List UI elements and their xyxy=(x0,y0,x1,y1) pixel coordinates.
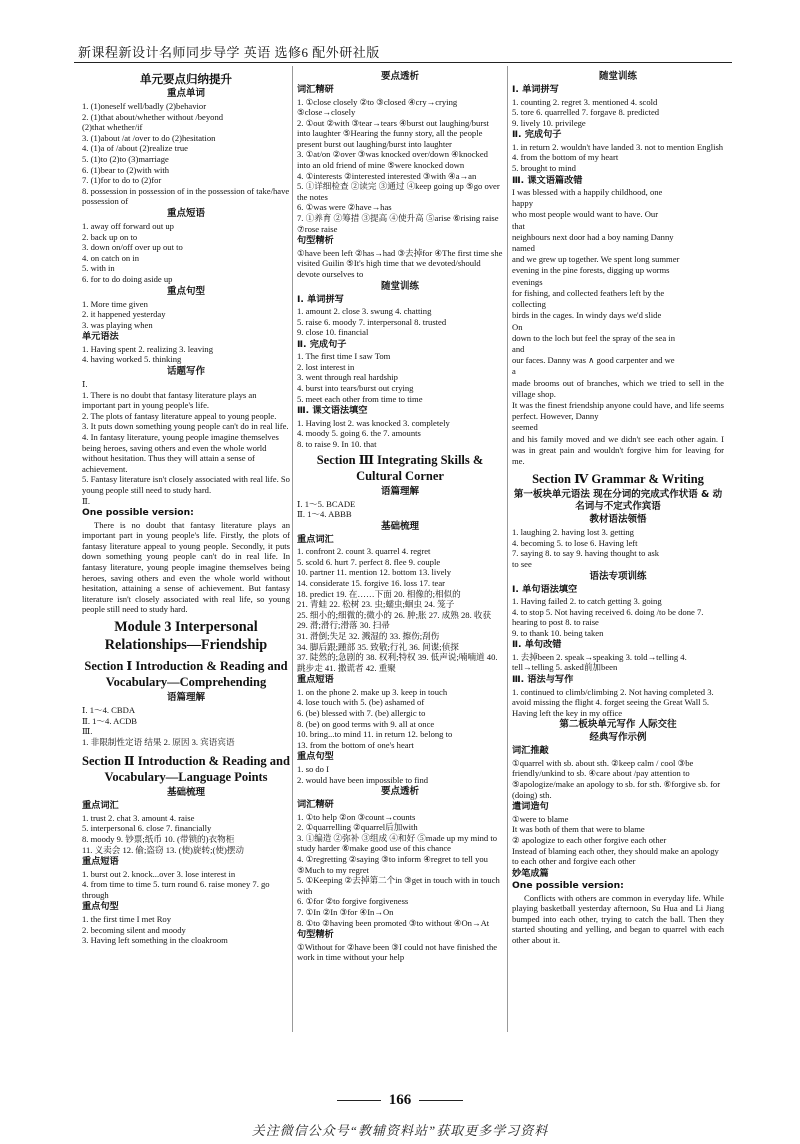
list-item: On xyxy=(512,321,523,332)
list-item: 7. ①In ②In ③for ④In→On xyxy=(297,906,394,917)
list-item: that xyxy=(512,220,525,231)
list-item: 6. (be) blessed with 7. (be) allergic to xyxy=(297,708,426,719)
list-item: 1. amount 2. close 3. swung 4. chatting xyxy=(297,306,432,316)
writing-example-subtitle: 经典写作示例 xyxy=(589,732,647,744)
list-item: 1. Having lost 2. was knocked 3. completely xyxy=(297,417,450,428)
list-item: 1. (1)oneself well/badly (2)behavior xyxy=(82,101,207,111)
heading-spelling: Ⅰ. 单词拼写 xyxy=(297,293,344,305)
list-item: 9. lively 10. privilege xyxy=(512,117,586,128)
heading-key-sentences: 重点句型 xyxy=(166,285,205,297)
list-item: down to the loch but feel the spray of the sea in xyxy=(512,332,675,343)
list-item: 4. lose touch with 5. (be) ashamed of xyxy=(297,697,425,708)
list-item: 4. ①interests ②interested interested ③with ④a→an xyxy=(297,170,477,181)
list-item: 1. laughing 2. having lost 3. getting xyxy=(512,527,634,538)
heading-spelling-3: Ⅰ. 单词拼写 xyxy=(512,84,559,95)
list-item: 6. ①was were ②have→has xyxy=(297,202,392,213)
heading-topic-writing: 话题写作 xyxy=(166,365,205,377)
list-item: ② apologize to each other forgive each other xyxy=(512,834,667,845)
list-item: 4. becoming 5. to lose 6. Having left xyxy=(512,537,638,548)
sentence-building-list xyxy=(512,814,724,867)
column-left xyxy=(82,70,290,946)
list-item: 5. interpersonal 6. close 7. financially xyxy=(82,823,212,834)
list-item: named xyxy=(512,243,535,254)
list-item: 1. continued to climb/climbing 2. Not having completed 3. avoid missing the flight 4. forget seeing the Great Wall 5. Having left the key in my office xyxy=(512,686,714,718)
list-item: and xyxy=(512,343,525,354)
board-two-title: 第二板块单元写作 人际交往 xyxy=(559,719,677,731)
list-item: Ⅱ. 1～4. ABBB xyxy=(297,509,352,520)
list-item: 5. raise 6. moody 7. interpersonal 8. trusted xyxy=(297,316,447,327)
key-points-title: 要点透析 xyxy=(380,71,419,82)
heading-cloze: Ⅲ. 课文语法填空 xyxy=(297,405,368,417)
list-item: 3. down on/off over up out to xyxy=(82,242,183,253)
list-item: 4. In fantasy literature, young people imagine themselves being heroes, saving others and even the whole world without hesitation. Thus they will attain a sense of achievement. xyxy=(82,431,279,474)
list-item: 2. would have been impossible to find xyxy=(297,774,429,785)
heading-complete-3: Ⅱ. 完成句子 xyxy=(512,129,562,141)
list-item: 9. to thank 10. being taken xyxy=(512,627,604,638)
heading-sentences-3: 重点句型 xyxy=(297,751,334,763)
grammar-list xyxy=(512,527,724,569)
list-item: 5. Fantasy literature isn't closely associated with real life. So young people still need to study hard. xyxy=(82,474,290,495)
one-possible-version-label: One possible version: xyxy=(82,507,194,519)
list-item: 1. burst out 2. knock...over 3. lose interest in xyxy=(82,868,236,879)
list-item: 4. burst into tears/burst out crying xyxy=(297,383,414,394)
section-one-title: Section Ⅰ Introduction & Reading and Vocabulary—Comprehending xyxy=(84,658,288,689)
heading-unit-grammar: 单元语法 xyxy=(82,331,119,343)
list-item: 1. away off forward out up xyxy=(82,220,174,231)
list-item: 5. (1)to (2)to (3)marriage xyxy=(82,153,169,164)
practice-title: 随堂训练 xyxy=(598,71,637,82)
list-item: 3. was playing when xyxy=(82,319,153,330)
list-item: 1. There is no doubt that fantasy literature plays an important part in young people's life. xyxy=(82,389,257,411)
list-item: 10. partner 11. mention 12. bottom 13. lively xyxy=(297,567,452,578)
list-item: 1. 非限制性定语 结果 2. 原因 3. 宾语宾语 xyxy=(82,736,235,747)
list-item: Ⅱ. 1～4. ACDB xyxy=(82,715,138,726)
list-item: Instead of blaming each other, they should make an apology to each other and forgive each other xyxy=(512,845,719,867)
list-item: 1. The first time I saw Tom xyxy=(297,351,391,362)
list-item: 37. 陡然的;急剧的 38. 权利;特权 39. 低声说;喃喃道 40. 跳步走 41. 撒谎者 42. 重聚 xyxy=(297,652,498,673)
header-rule xyxy=(74,62,732,63)
vocab-3-list xyxy=(297,546,503,673)
list-item: birds in the cages. In windy days we'd slide xyxy=(512,310,662,321)
list-item: 5. meet each other from time to time xyxy=(297,393,423,404)
list-item: 7. saying 8. to say 9. having thought to ask xyxy=(512,548,660,559)
list-item: 6. ①for ②to forgive forgiveness xyxy=(297,896,409,907)
list-item: 5. brought to mind xyxy=(512,162,576,173)
list-item: It was both of them that were to blame xyxy=(512,824,645,835)
vocab-study-2-list xyxy=(297,812,503,929)
fill-list xyxy=(512,596,724,638)
heading-sentence-building: 遣词造句 xyxy=(512,801,549,813)
list-item: It was the finest friendship anyone could have, and life seems perfect. However, Danny xyxy=(512,399,724,422)
heading-phrases-2: 重点短语 xyxy=(82,856,119,868)
footer-dash-left xyxy=(337,1100,381,1101)
list-item: evening in the pine forests, digging up worms xyxy=(512,265,670,276)
list-item: 5. scold 6. hurt 7. perfect 8. flee 9. couple xyxy=(297,556,441,567)
list-item: 7. ①养育 ②筹措 ③提高 ④使升高 ⑤arise ⑥rising raise ⑦rose raise xyxy=(297,213,499,234)
section-two-title: Section Ⅱ Introduction & Reading and Vocabulary—Language Points xyxy=(82,754,290,785)
list-item: 2. it happened yesterday xyxy=(82,309,166,320)
list-item: 18. predict 19. 在……下面 20. 相像的;相似的 xyxy=(297,588,461,599)
fix-list xyxy=(512,652,724,673)
page-footer xyxy=(0,1092,800,1109)
list-item: 3. went through real hardship xyxy=(297,372,398,383)
list-item: 34. 脚后跟;踵部 35. 致敬;行礼 36. 间谍;侦探 xyxy=(297,641,459,652)
list-item: ①were to blame xyxy=(512,813,569,824)
roman-one: Ⅰ. xyxy=(82,378,88,389)
complete-list xyxy=(297,351,503,404)
heading-pattern: 句型精析 xyxy=(297,235,334,247)
writing-items-list xyxy=(82,390,290,496)
essay-paragraph: There is no doubt that fantasy literature plays an important part in young people's life. Firstly, the plots of fantasy literature appeal to young people. Secondly, it puts down something young people can't do in real life. In fantasy literature, young people imagine themselves being heroes, saving others and even the whole world without hesitation, attaining a sense of achievement. But fantasy literature isn't closely associated with real life, so young people still need to study hard. xyxy=(82,519,290,615)
list-item: for fishing, and collected feathers left by the xyxy=(512,287,665,298)
complete-3-list xyxy=(512,142,724,174)
list-item: 6. for to do doing aside up xyxy=(82,273,173,284)
list-item: seemed xyxy=(512,422,538,433)
list-item: Ⅲ. xyxy=(82,726,93,737)
list-item: 2. ①quarrelling ②quarrel后加with xyxy=(297,822,418,833)
page-number: 166 xyxy=(388,1092,412,1108)
wechat-note: 关注微信公众号“教辅资料站”获取更多学习资料 xyxy=(251,1123,549,1138)
section-three-subtitle-2: 基础梳理 xyxy=(380,520,419,532)
heading-complete: Ⅱ. 完成句子 xyxy=(297,338,347,350)
list-item: 11. 义卖会 12. 偷;盗窃 13. (使)旋转;(使)摆动 xyxy=(82,844,244,855)
vocab-list xyxy=(82,813,290,855)
heading-vocab-study-2: 词汇精研 xyxy=(297,799,334,811)
list-item: 1. confront 2. count 3. quarrel 4. regret xyxy=(297,546,431,557)
list-item: 2. The plots of fantasy literature appeal to young people. xyxy=(82,410,277,421)
list-item: 4. on catch on in xyxy=(82,252,140,263)
pattern-text: ①have been left ②has→had ③去掉for ④The first time she visited Guilin ⑤It's high time that we devoted/should devote ourselves to xyxy=(297,247,503,279)
list-item: 31. 滑倒;失足 32. 溅湿的 33. 擦伤;刮伤 xyxy=(297,630,440,641)
heading-fix: Ⅱ. 单句改错 xyxy=(512,639,562,651)
list-item: 8. ①to ②having been promoted ③to without ④On→At xyxy=(297,917,490,928)
essay-paragraph-2: Conflicts with others are common in everyday life. While playing basketball yesterday afternoon, Su Hua and Li Jiang bumped into each other, trying to catch the ball. Then they started shouting and yelling, and began to quarrel with each other about it. xyxy=(512,892,724,946)
module-title: Module 3 Interpersonal Relationships—Friendship xyxy=(104,618,268,654)
pattern-2-text: ①Without for ②have been ③I could not have finished the work in time without your help xyxy=(297,941,498,963)
sentences-2-list xyxy=(82,914,290,946)
section-three-subtitle: 语篇理解 xyxy=(380,485,419,497)
key-points-title-2: 要点透析 xyxy=(380,786,419,798)
list-item: 7. (1)for to do to (2)for xyxy=(82,175,162,186)
heading-practice: 随堂训练 xyxy=(380,280,419,292)
list-item: 8. moody 9. 钞票;纸币 10. (带锁的)衣物柜 xyxy=(82,834,235,844)
heading-vocab-3: 重点词汇 xyxy=(297,533,334,545)
list-item: 1. 去掉been 2. speak→speaking 3. told→telling 4. tell→telling 5. asked前加been xyxy=(512,651,687,673)
list-item: 8. to raise 9. In 10. that xyxy=(297,438,377,449)
list-item: 1. so do I xyxy=(297,763,329,774)
list-item: 1. on the phone 2. make up 3. keep in touch xyxy=(297,686,448,697)
footer-dash-right xyxy=(419,1100,463,1101)
list-item: 1. the first time I met Roy xyxy=(82,913,172,924)
list-item: I was blessed with a happily childhood, one xyxy=(512,187,663,198)
list-item: 4. ①regretting ②saying ③to inform ④regret to tell you ⑤Much to my regret xyxy=(297,853,488,875)
list-item: 13. from the bottom of one's heart xyxy=(297,739,414,750)
section-two-subtitle: 基础梳理 xyxy=(166,787,205,799)
heading-key-phrases: 重点短语 xyxy=(166,207,205,219)
unit-grammar-list xyxy=(82,344,290,365)
list-item: to see xyxy=(512,558,532,569)
list-item: 10. bring...to mind 11. in return 12. belong to xyxy=(297,729,453,740)
list-item: 1. Having spent 2. realizing 3. leaving xyxy=(82,343,214,354)
heading-sentences-2: 重点句型 xyxy=(82,901,119,913)
grammar-training-subtitle: 语法专项训练 xyxy=(589,570,647,582)
list-item: 4. to stop 5. Not having received 6. doing /to be done 7. hearing to post 8. to raise xyxy=(512,606,704,628)
correction-passage xyxy=(512,187,724,467)
column-divider-2 xyxy=(507,66,508,1032)
list-item: 4. from time to time 5. turn round 6. raise money 7. go through xyxy=(82,879,270,900)
list-item: (2)that whether/if xyxy=(82,122,143,133)
list-item: 1. ①close closely ②to ③closed ④cry→crying ⑤close→closely xyxy=(297,96,458,118)
list-item: collecting xyxy=(512,299,546,310)
column-middle xyxy=(297,70,503,963)
section-one-subtitle: 语篇理解 xyxy=(166,691,205,703)
list-item: 5. ①Keeping ②去掉第二个in ③get in touch with in touch with xyxy=(297,875,500,896)
key-sentences-list xyxy=(82,299,290,331)
list-item: our faces. Danny was ∧ good carpenter and we xyxy=(512,355,675,366)
grammar-writing-list xyxy=(512,687,724,719)
column-divider-1 xyxy=(292,66,293,1032)
heading-fill: Ⅰ. 单句语法填空 xyxy=(512,583,578,595)
heading-correction: Ⅲ. 课文语篇改错 xyxy=(512,174,583,186)
heading-pattern-2: 句型精析 xyxy=(297,929,334,941)
list-item: 5. tore 6. quarrelled 7. forgave 8. predicted xyxy=(512,107,660,118)
list-item: ①quarrel with sb. about sth. ②keep calm / cool ③be friendly/unkind to sb. ④care about /pay attention to ⑤apologize/make an apology to sb. for sth. ⑥forgive sb. for (doing) sth. xyxy=(512,757,721,800)
vocab-study-list xyxy=(297,97,503,235)
list-item: 3. ①at/on ②over ③was knocked over/down ④knocked into an old friend of mine ⑤were knocked down xyxy=(297,149,488,171)
list-item: 1. counting 2. regret 3. mentioned 4. scold xyxy=(512,96,658,107)
list-item: evenings xyxy=(512,276,543,287)
list-item: 1. Having failed 2. to catch getting 3. going xyxy=(512,596,662,607)
list-item: 1. More time given xyxy=(82,298,148,309)
list-item: 3. ①编造 ②弥补 ③组成 ④和好 ⑤made up my mind to study harder ⑥make good use of this chance xyxy=(297,832,498,854)
list-item: 2. (1)that about/whether without /beyond xyxy=(82,111,224,122)
list-item: 1. in return 2. wouldn't have landed 3. not to mention English 4. from the bottom of my heart xyxy=(512,141,724,163)
list-item: made brooms out of branches, which we tried to sell in the village shop. xyxy=(512,377,724,399)
cloze-list xyxy=(297,418,503,450)
list-item: 3. Having left something in the cloakroom xyxy=(82,935,228,946)
heading-word-choice: 词汇推敲 xyxy=(512,745,549,757)
list-item: happy xyxy=(512,198,534,209)
roman-two: Ⅱ. xyxy=(82,495,90,506)
section-three-answers xyxy=(297,499,503,520)
one-possible-version-label-2: One possible version: xyxy=(512,880,624,892)
section-one-answers xyxy=(82,705,290,747)
list-item: 9. close 10. financial xyxy=(297,327,369,338)
list-item: 21. 青蛙 22. 松树 23. 虫;蠕虫;蛔虫 24. 笼子 xyxy=(297,599,455,610)
list-item: 2. ①out ②with ③tear→tears ④burst out laughing/burst into laughter ⑤Hearing the funny story, all the people present burst out laughing/burst into laughter xyxy=(297,117,489,149)
list-item: 2. becoming silent and moody xyxy=(82,924,186,935)
list-item: 4. moody 5. going 6. the 7. amounts xyxy=(297,428,421,439)
list-item: 14. considerate 15. forgive 16. loss 17. tear xyxy=(297,578,446,588)
phrases-2-list xyxy=(82,869,290,901)
unit-summary-title: 单元要点归纳提升 xyxy=(140,72,232,86)
list-item: 25. 细小的;细微的;微小的 26. 肿;胀 27. 成熟 28. 收获 29. 滑;滑行;滑落 30. 扫帚 xyxy=(297,609,492,631)
heading-composition: 妙笔成篇 xyxy=(512,867,549,879)
sentences-3-list xyxy=(297,764,503,785)
list-item: 5. ①详细检查 ②读完 ③通过 ④keep going up ⑤go over the notes xyxy=(297,181,500,202)
list-item: 2. back up on to xyxy=(82,231,138,242)
list-item: 1. trust 2. chat 3. amount 4. raise xyxy=(82,812,195,823)
list-item: 6. (1)bear to (2)with with xyxy=(82,164,170,175)
heading-phrases-3: 重点短语 xyxy=(297,674,334,686)
phrases-3-list xyxy=(297,687,503,751)
board-one-title: 第一板块单元语法 现在分词的完成式作状语 & 动名词与不定式作宾语 xyxy=(513,489,723,513)
list-item: 4. (1)a of /about (2)realize true xyxy=(82,143,188,154)
key-words-list xyxy=(82,101,290,207)
column-right xyxy=(512,70,724,946)
list-item: 2. lost interest in xyxy=(297,361,355,372)
word-choice-list xyxy=(512,758,724,800)
page-header: 新课程新设计名师同步导学 英语 选修6 配外研社版 xyxy=(78,45,380,60)
list-item: 3. It puts down something young people can't do in real life. xyxy=(82,421,289,432)
section-four-title: Section Ⅳ Grammar & Writing xyxy=(532,472,704,487)
list-item: 5. with in xyxy=(82,263,115,274)
spelling-list xyxy=(297,306,503,338)
key-phrases-list xyxy=(82,221,290,285)
heading-vocab: 重点词汇 xyxy=(82,800,119,812)
list-item: neighbours next door had a boy naming Danny xyxy=(512,231,674,242)
grammar-comprehension-subtitle: 教材语法领悟 xyxy=(589,514,647,526)
list-item: 3. (1)about /at /over to do (2)hesitation xyxy=(82,132,216,143)
list-item: a xyxy=(512,366,516,377)
heading-vocab-study: 词汇精研 xyxy=(297,84,334,95)
list-item: 1. ①to help ②on ③count→counts xyxy=(297,811,416,822)
spelling-3-list xyxy=(512,97,724,129)
list-item: 8. possession in possession of in the possession of take/have possession of xyxy=(82,185,290,207)
list-item: Ⅰ. 1～5. BCADE xyxy=(297,498,356,509)
list-item: Ⅰ. 1～4. CBDA xyxy=(82,704,136,715)
section-three-title: Section Ⅲ Integrating Skills & Cultural Corner xyxy=(316,452,484,483)
list-item: and we grew up together. We spent long summer xyxy=(512,254,680,265)
heading-grammar-writing: Ⅲ. 语法与写作 xyxy=(512,674,574,686)
list-item: 4. having worked 5. thinking xyxy=(82,354,182,365)
list-item: who most people would want to have. Our xyxy=(512,209,659,220)
heading-key-words: 重点单词 xyxy=(166,88,205,99)
list-item: and his family moved and we didn't see each other again. I was in great pain and wouldn't forgive him for leaving for me. xyxy=(512,433,724,466)
list-item: 8. (be) on good terms with 9. all at once xyxy=(297,718,435,729)
